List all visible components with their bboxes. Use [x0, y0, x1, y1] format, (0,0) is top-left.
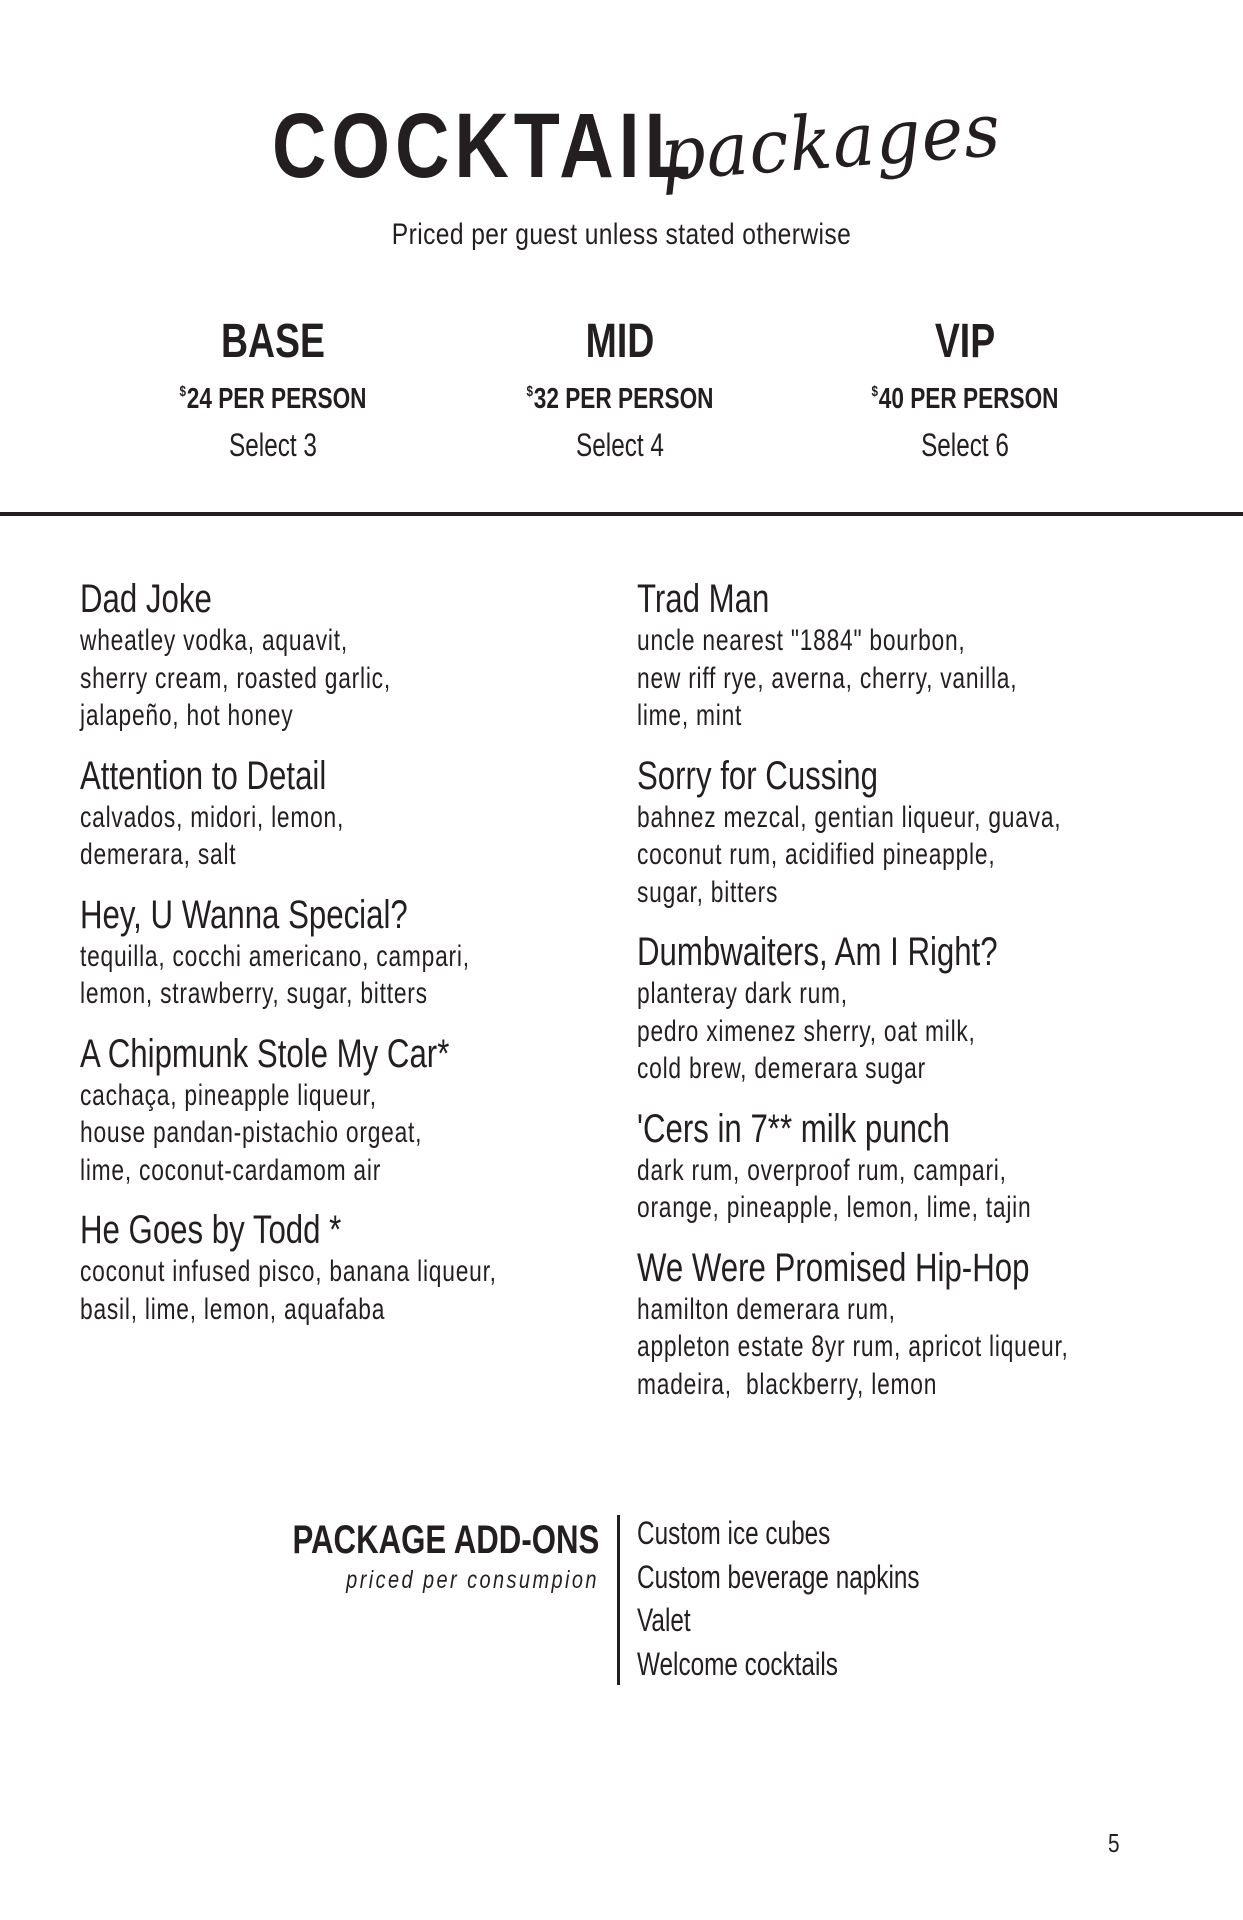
cocktail-item: [80, 755, 640, 874]
addon-item: Valet: [637, 1602, 691, 1638]
tier-price: [840, 384, 1090, 414]
cocktail-ingredients: calvados, midori, lemon, demerara, salt: [80, 800, 345, 871]
cocktail-name: Hey, U Wanna Special?: [80, 892, 408, 937]
cocktail-list-left: [80, 578, 640, 1348]
section-divider: [0, 512, 1243, 516]
cocktail-name: A Chipmunk Stole My Car*: [80, 1031, 450, 1076]
currency-symbol: $: [179, 383, 186, 400]
page-title: COCKTAIL: [272, 95, 696, 197]
cocktail-ingredients: coconut infused pisco, banana liqueur, basil, lime, lemon, aquafaba: [80, 1255, 497, 1326]
addons-list: [637, 1512, 1137, 1686]
tier-name: VIP: [934, 315, 996, 368]
tier-mid: [460, 315, 780, 463]
cocktail-name: Dad Joke: [80, 577, 212, 621]
currency-symbol: $: [526, 383, 533, 400]
cocktail-ingredients: tequilla, cocchi americano, campari, lemon, strawberry, sugar, bitters: [80, 939, 470, 1010]
cocktail-name: Sorry for Cussing: [637, 753, 879, 798]
addon-item: Custom beverage napkins: [637, 1558, 920, 1595]
tier-price-value: 40 PER PERSON: [878, 383, 1059, 415]
cocktail-item: [80, 1209, 640, 1328]
tier-name: MID: [585, 315, 655, 368]
cocktail-name: He Goes by Todd *: [80, 1208, 342, 1252]
tier-name: BASE: [220, 315, 326, 368]
cocktail-item: [80, 578, 640, 735]
cocktail-name: 'Cers in 7** milk punch: [637, 1106, 950, 1151]
cocktail-ingredients: planteray dark rum, pedro ximenez sherry, oat milk, cold brew, demerara sugar: [637, 977, 976, 1085]
page-number: 5: [1108, 1828, 1120, 1858]
addons-subheading: priced per consumpion: [346, 1566, 599, 1594]
tier-price-value: 32 PER PERSON: [533, 383, 714, 415]
cocktail-item: [637, 1108, 1197, 1227]
cocktail-ingredients: wheatley vodka, aquavit, sherry cream, roasted garlic, jalapeño, hot honey: [80, 624, 391, 732]
addon-item: Custom ice cubes: [637, 1515, 831, 1551]
cocktail-ingredients: uncle nearest "1884" bourbon, new riff rye, averna, cherry, vanilla, lime, mint: [637, 624, 1018, 732]
cocktail-ingredients: bahnez mezcal, gentian liqueur, guava, coconut rum, acidified pineapple, sugar, bitters: [637, 800, 1062, 909]
page-title-script: packages: [657, 86, 1004, 198]
currency-symbol: $: [871, 383, 878, 400]
addons-vertical-rule: [617, 1515, 620, 1685]
cocktail-ingredients: cachaça, pineapple liqueur, house pandan-pistachio orgeat, lime, coconut-cardamom air: [80, 1078, 423, 1187]
tier-base: [113, 315, 433, 463]
tier-select: Select 4: [576, 427, 664, 463]
cocktail-name: Trad Man: [637, 577, 770, 621]
cocktail-name: Dumbwaiters, Am I Right?: [637, 930, 998, 974]
cocktail-ingredients: hamilton demerara rum, appleton estate 8yr rum, apricot liqueur, madeira, blackberry, lemon: [637, 1292, 1069, 1401]
cocktail-item: [637, 578, 1197, 735]
cocktail-name: Attention to Detail: [80, 753, 327, 798]
tier-price: [148, 384, 398, 414]
cocktail-ingredients: dark rum, overproof rum, campari, orange, pineapple, lemon, lime, tajin: [637, 1153, 1032, 1224]
tier-select: Select 3: [229, 427, 317, 463]
cocktail-item: [637, 755, 1197, 912]
cocktail-item: [80, 1033, 640, 1190]
cocktail-item: [637, 931, 1197, 1088]
cocktail-item: [80, 894, 640, 1013]
tier-vip: [805, 315, 1125, 463]
page-subtitle: Priced per guest unless stated otherwise: [391, 218, 852, 251]
tier-price: [495, 384, 745, 414]
addon-item: Welcome cocktails: [637, 1645, 838, 1682]
cocktail-list-right: [637, 578, 1197, 1423]
cocktail-item: [637, 1247, 1197, 1404]
tier-price-value: 24 PER PERSON: [186, 383, 367, 415]
tier-select: Select 6: [921, 427, 1009, 463]
cocktail-name: We Were Promised Hip-Hop: [637, 1245, 1030, 1290]
addons-heading: PACKAGE ADD-ONS: [292, 1518, 599, 1562]
